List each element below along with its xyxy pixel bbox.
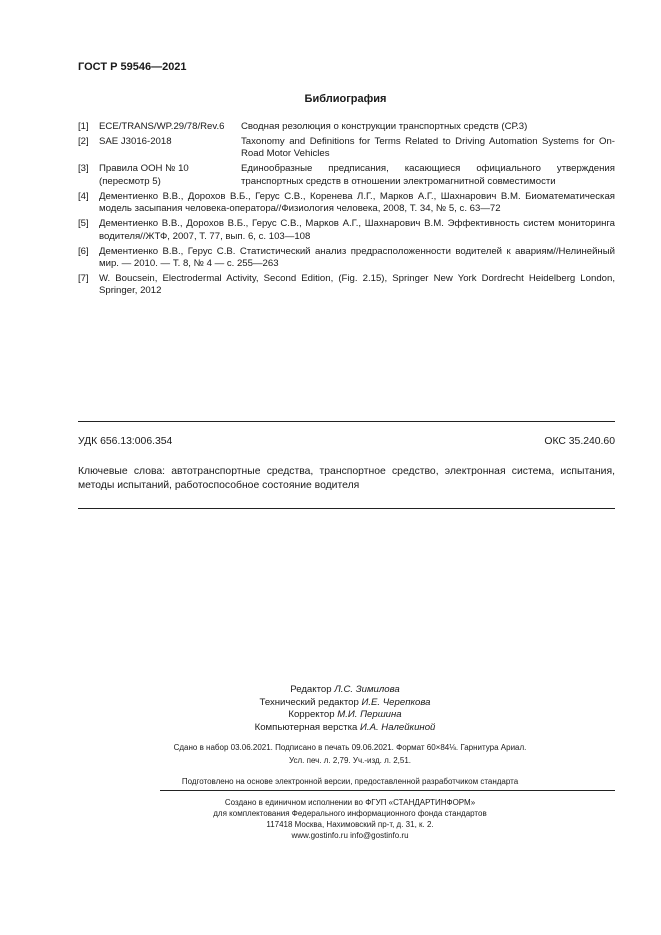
imprint-line-3: Подготовлено на основе электронной версии, предоставленной разработчиком стандарта [181, 777, 519, 786]
credits-block [180, 684, 510, 734]
reference-source: SAE J3016-2018 [99, 136, 172, 147]
reference-item [78, 136, 615, 161]
reference-text: Дементиенко В.В., Герус С.В. Статистический анализ предрасположенности водителей к авариям//Нелинейный мир. — 2010. — Т. 8, № 4 — с. 255—263 [99, 245, 615, 270]
reference-item [78, 218, 615, 243]
credit-line [180, 684, 510, 697]
reference-text: Дементиенко В.В., Дорохов В.Б., Герус С.В., Марков А.Г., Шахнарович В.М. Эффективность систем мониторинга водителя//ЖТФ, 2007, Т. 77, вып. 6, с. 103—108 [99, 218, 615, 242]
bibliography-title: Библиография [304, 93, 387, 105]
reference-item [78, 246, 615, 271]
reference-number: [3] [78, 163, 89, 175]
divider-bottom [78, 508, 615, 509]
credit-name: М.И. Першина [337, 709, 402, 720]
reference-item [78, 163, 615, 188]
credit-line [180, 709, 510, 722]
reference-item [78, 273, 615, 298]
reference-source: ECE/TRANS/WP.29/78/Rev.6 [99, 121, 225, 132]
reference-number: [4] [78, 190, 89, 202]
credit-role: Компьютерная верстка [254, 721, 358, 733]
reference-item [78, 121, 615, 133]
credit-role: Корректор [288, 709, 335, 720]
credit-name: Л.С. Зимилова [334, 684, 400, 695]
publisher-line-4: www.gostinfo.ru info@gostinfo.ru [291, 831, 409, 840]
udk-code: УДК 656.13:006.354 [78, 436, 173, 447]
imprint-line-1: Сдано в набор 03.06.2021. Подписано в печать 09.06.2021. Формат 60×84⅛. Гарнитура Ариал. [173, 743, 527, 752]
reference-description: Сводная резолюция о конструкции транспортных средств (СР.3) [241, 121, 528, 132]
reference-number: [1] [78, 121, 89, 132]
credit-role: Технический редактор [259, 696, 359, 708]
bibliography-list [78, 121, 615, 300]
standard-code: ГОСТ Р 59546—2021 [78, 61, 187, 73]
reference-description: Taxonomy and Definitions for Terms Related to Driving Automation Systems for On-Road Motor Vehicles [241, 136, 615, 160]
divider-top [78, 421, 615, 422]
imprint-line-2: Усл. печ. л. 2,79. Уч.-изд. л. 2,51. [288, 756, 412, 765]
publisher-line-3: 117418 Москва, Нахимовский пр-т, д. 31, к. 2. [266, 820, 434, 829]
credit-name: И.А. Налейкиной [360, 721, 436, 733]
reference-number: [2] [78, 136, 89, 147]
publisher-line-2: для комплектования Федерального информационного фонда стандартов [213, 809, 487, 818]
reference-number: [7] [78, 273, 89, 285]
publisher-line-1: Создано в единичном исполнении во ФГУП «СТАНДАРТИНФОРМ» [224, 798, 476, 807]
reference-text: W. Boucsein, Electrodermal Activity, Second Edition, (Fig. 2.15), Springer New York Dordrecht Heidelberg London, Springer, 2012 [99, 273, 615, 297]
credit-line [180, 722, 510, 735]
reference-description: Единообразные предписания, касающиеся официального утверждения транспортных средств в отношении электромагнитной совместимости [241, 163, 615, 187]
publisher-block [150, 797, 550, 841]
credit-line [180, 697, 510, 710]
reference-text: Дементиенко В.В., Дорохов В.Б., Герус С.В., Коренева Л.Г., Марков А.Г., Шахнарович В.М. Биоматематическая модель засыпания человека-оператора//Физиология человека, 2008, Т. 34, № 5, с. 63—72 [99, 190, 615, 215]
credit-role: Редактор [290, 684, 332, 695]
publisher-divider [160, 790, 615, 791]
credit-name: И.Е. Черепкова [361, 696, 431, 708]
reference-item [78, 191, 615, 216]
reference-number: [5] [78, 218, 89, 230]
reference-number: [6] [78, 245, 89, 257]
oks-code: ОКС 35.240.60 [544, 436, 615, 447]
keywords: Ключевые слова: автотранспортные средства, транспортное средство, электронная система, испытания, методы испытаний, работоспособное состояние водителя [78, 466, 615, 491]
reference-source: Правила ООН № 10 (пересмотр 5) [99, 163, 189, 187]
